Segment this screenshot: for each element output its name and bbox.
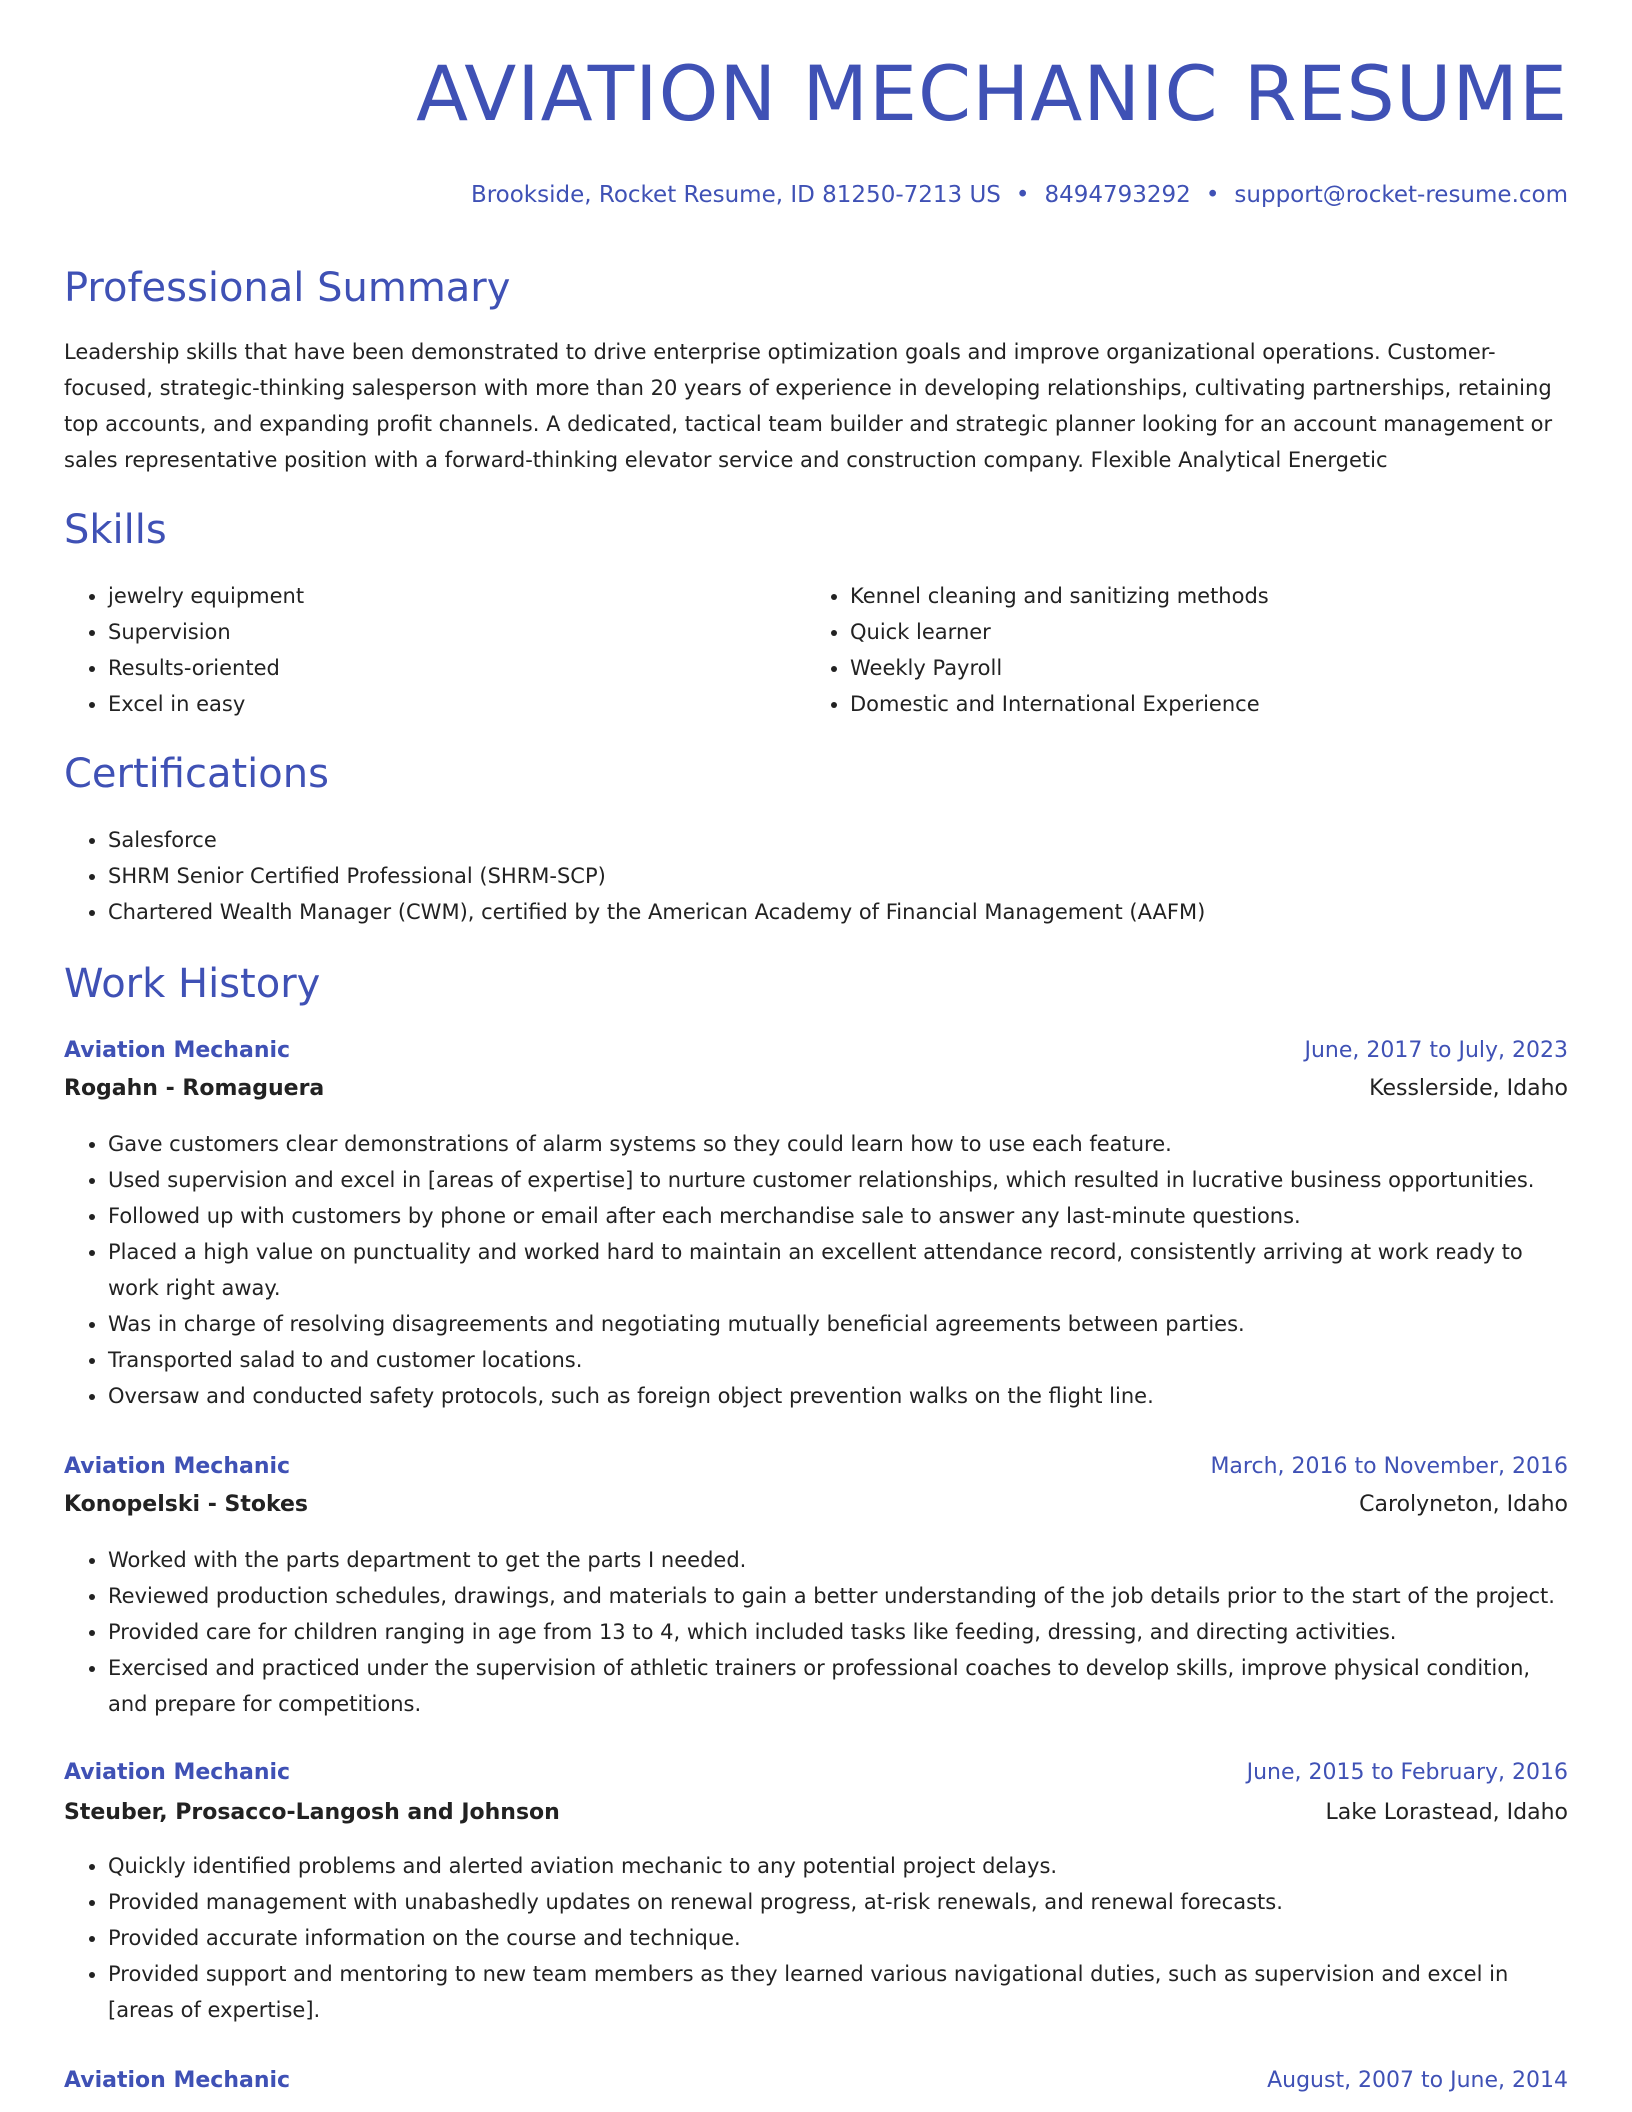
job-title: Aviation Mechanic [64, 1038, 291, 1063]
job-dates: March, 2016 to November, 2016 [1210, 1454, 1568, 1479]
contact-address: Brookside, Rocket Resume, ID 81250-7213 US [470, 182, 1001, 208]
skill-item: • Results-oriented [108, 650, 808, 686]
skill-item: • Excel in easy [108, 686, 808, 722]
contact-line [471, 182, 1568, 208]
job-bullet: • Placed a high value on punctuality and worked hard to maintain an excellent attendance record, consistently arriving at work ready to work right away. [108, 1234, 1568, 1306]
job-bullets [64, 1848, 1568, 2028]
certifications-list [64, 822, 1568, 930]
job-dates: June, 2015 to February, 2016 [1246, 1760, 1568, 1785]
job-dates: June, 2017 to July, 2023 [1304, 1038, 1568, 1063]
job-bullet: • Transported salad to and customer locations. [108, 1342, 1568, 1378]
skill-item: • Quick learner [850, 614, 1610, 650]
job-bullet: • Worked with the parts department to get the parts I needed. [108, 1542, 1568, 1578]
job-bullets [64, 1542, 1568, 1722]
job-bullet: • Provided accurate information on the course and technique. [108, 1920, 1568, 1956]
job-bullet: • Provided support and mentoring to new team members as they learned various navigational duties, such as supervision and excel in [areas of expertise]. [108, 1956, 1568, 2028]
contact-separator: • [1205, 182, 1220, 208]
job-company: Rogahn - Romaguera [64, 1076, 325, 1101]
certification-item: • Salesforce [108, 822, 1568, 858]
job-bullet: • Quickly identified problems and alerted aviation mechanic to any potential project delays. [108, 1848, 1568, 1884]
contact-email: support@rocket-resume.com [1234, 182, 1568, 208]
certification-item: • SHRM Senior Certified Professional (SHRM-SCP) [108, 858, 1568, 894]
job-company: Steuber, Prosacco-Langosh and Johnson [64, 1800, 560, 1825]
skill-item: • Weekly Payroll [850, 650, 1610, 686]
job-bullets [64, 1126, 1568, 1414]
contact-separator: • [1015, 182, 1030, 208]
job-bullet: • Oversaw and conducted safety protocols, such as foreign object prevention walks on the flight line. [108, 1378, 1568, 1414]
skills-list-left [64, 578, 808, 722]
job-bullet: • Exercised and practiced under the supervision of athletic trainers or professional coaches to develop skills, improve physical condition, and prepare for competitions. [108, 1650, 1568, 1722]
job-title: Aviation Mechanic [64, 1454, 291, 1479]
job-bullet: • Used supervision and excel in [areas of expertise] to nurture customer relationships, which resulted in lucrative business opportunities. [108, 1162, 1568, 1198]
certification-item: • Chartered Wealth Manager (CWM), certified by the American Academy of Financial Management (AAFM) [108, 894, 1568, 930]
job-bullet: • Provided management with unabashedly updates on renewal progress, at-risk renewals, and renewal forecasts. [108, 1884, 1568, 1920]
job-bullet: • Followed up with customers by phone or email after each merchandise sale to answer any last-minute questions. [108, 1198, 1568, 1234]
skill-item: • jewelry equipment [108, 578, 808, 614]
job-bullet: • Reviewed production schedules, drawings, and materials to gain a better understanding of the job details prior to the start of the project. [108, 1578, 1568, 1614]
job-location: Carolyneton, Idaho [1359, 1492, 1568, 1517]
job-bullet: • Gave customers clear demonstrations of alarm systems so they could learn how to use each feature. [108, 1126, 1568, 1162]
job-location: Kesslerside, Idaho [1369, 1076, 1568, 1101]
job-location: Lake Lorastead, Idaho [1325, 1800, 1568, 1825]
job-title: Aviation Mechanic [64, 2068, 291, 2093]
skill-item: • Supervision [108, 614, 808, 650]
job-dates: August, 2007 to June, 2014 [1267, 2068, 1568, 2093]
job-bullet: • Provided care for children ranging in age from 13 to 4, which included tasks like feeding, dressing, and directing activities. [108, 1614, 1568, 1650]
contact-phone: 8494793292 [1044, 182, 1191, 208]
certifications-heading: Certifications [64, 751, 329, 797]
summary-text: Leadership skills that have been demonstrated to drive enterprise optimization goals and improve organizational operations. Customer-focused, strategic-thinking salesperson with more than 20 years of experience in developing relationships, cultivating partnerships, retaining top accounts, and expanding profit channels. A dedicated, tactical team builder and strategic planner looking for an account management or sales representative position with a forward-thinking elevator service and construction company. Flexible Analytical Energetic [64, 340, 1553, 472]
skill-item: • Kennel cleaning and sanitizing methods [850, 578, 1610, 614]
skills-list-right [806, 578, 1610, 722]
skills-heading: Skills [64, 507, 167, 553]
resume-title: AVIATION MECHANIC RESUME [416, 49, 1568, 138]
job-title: Aviation Mechanic [64, 1760, 291, 1785]
work-history-heading: Work History [64, 961, 321, 1007]
job-bullet: • Was in charge of resolving disagreements and negotiating mutually beneficial agreements between parties. [108, 1306, 1568, 1342]
summary-heading: Professional Summary [64, 265, 511, 311]
job-company: Konopelski - Stokes [64, 1492, 309, 1517]
skill-item: • Domestic and International Experience [850, 686, 1610, 722]
